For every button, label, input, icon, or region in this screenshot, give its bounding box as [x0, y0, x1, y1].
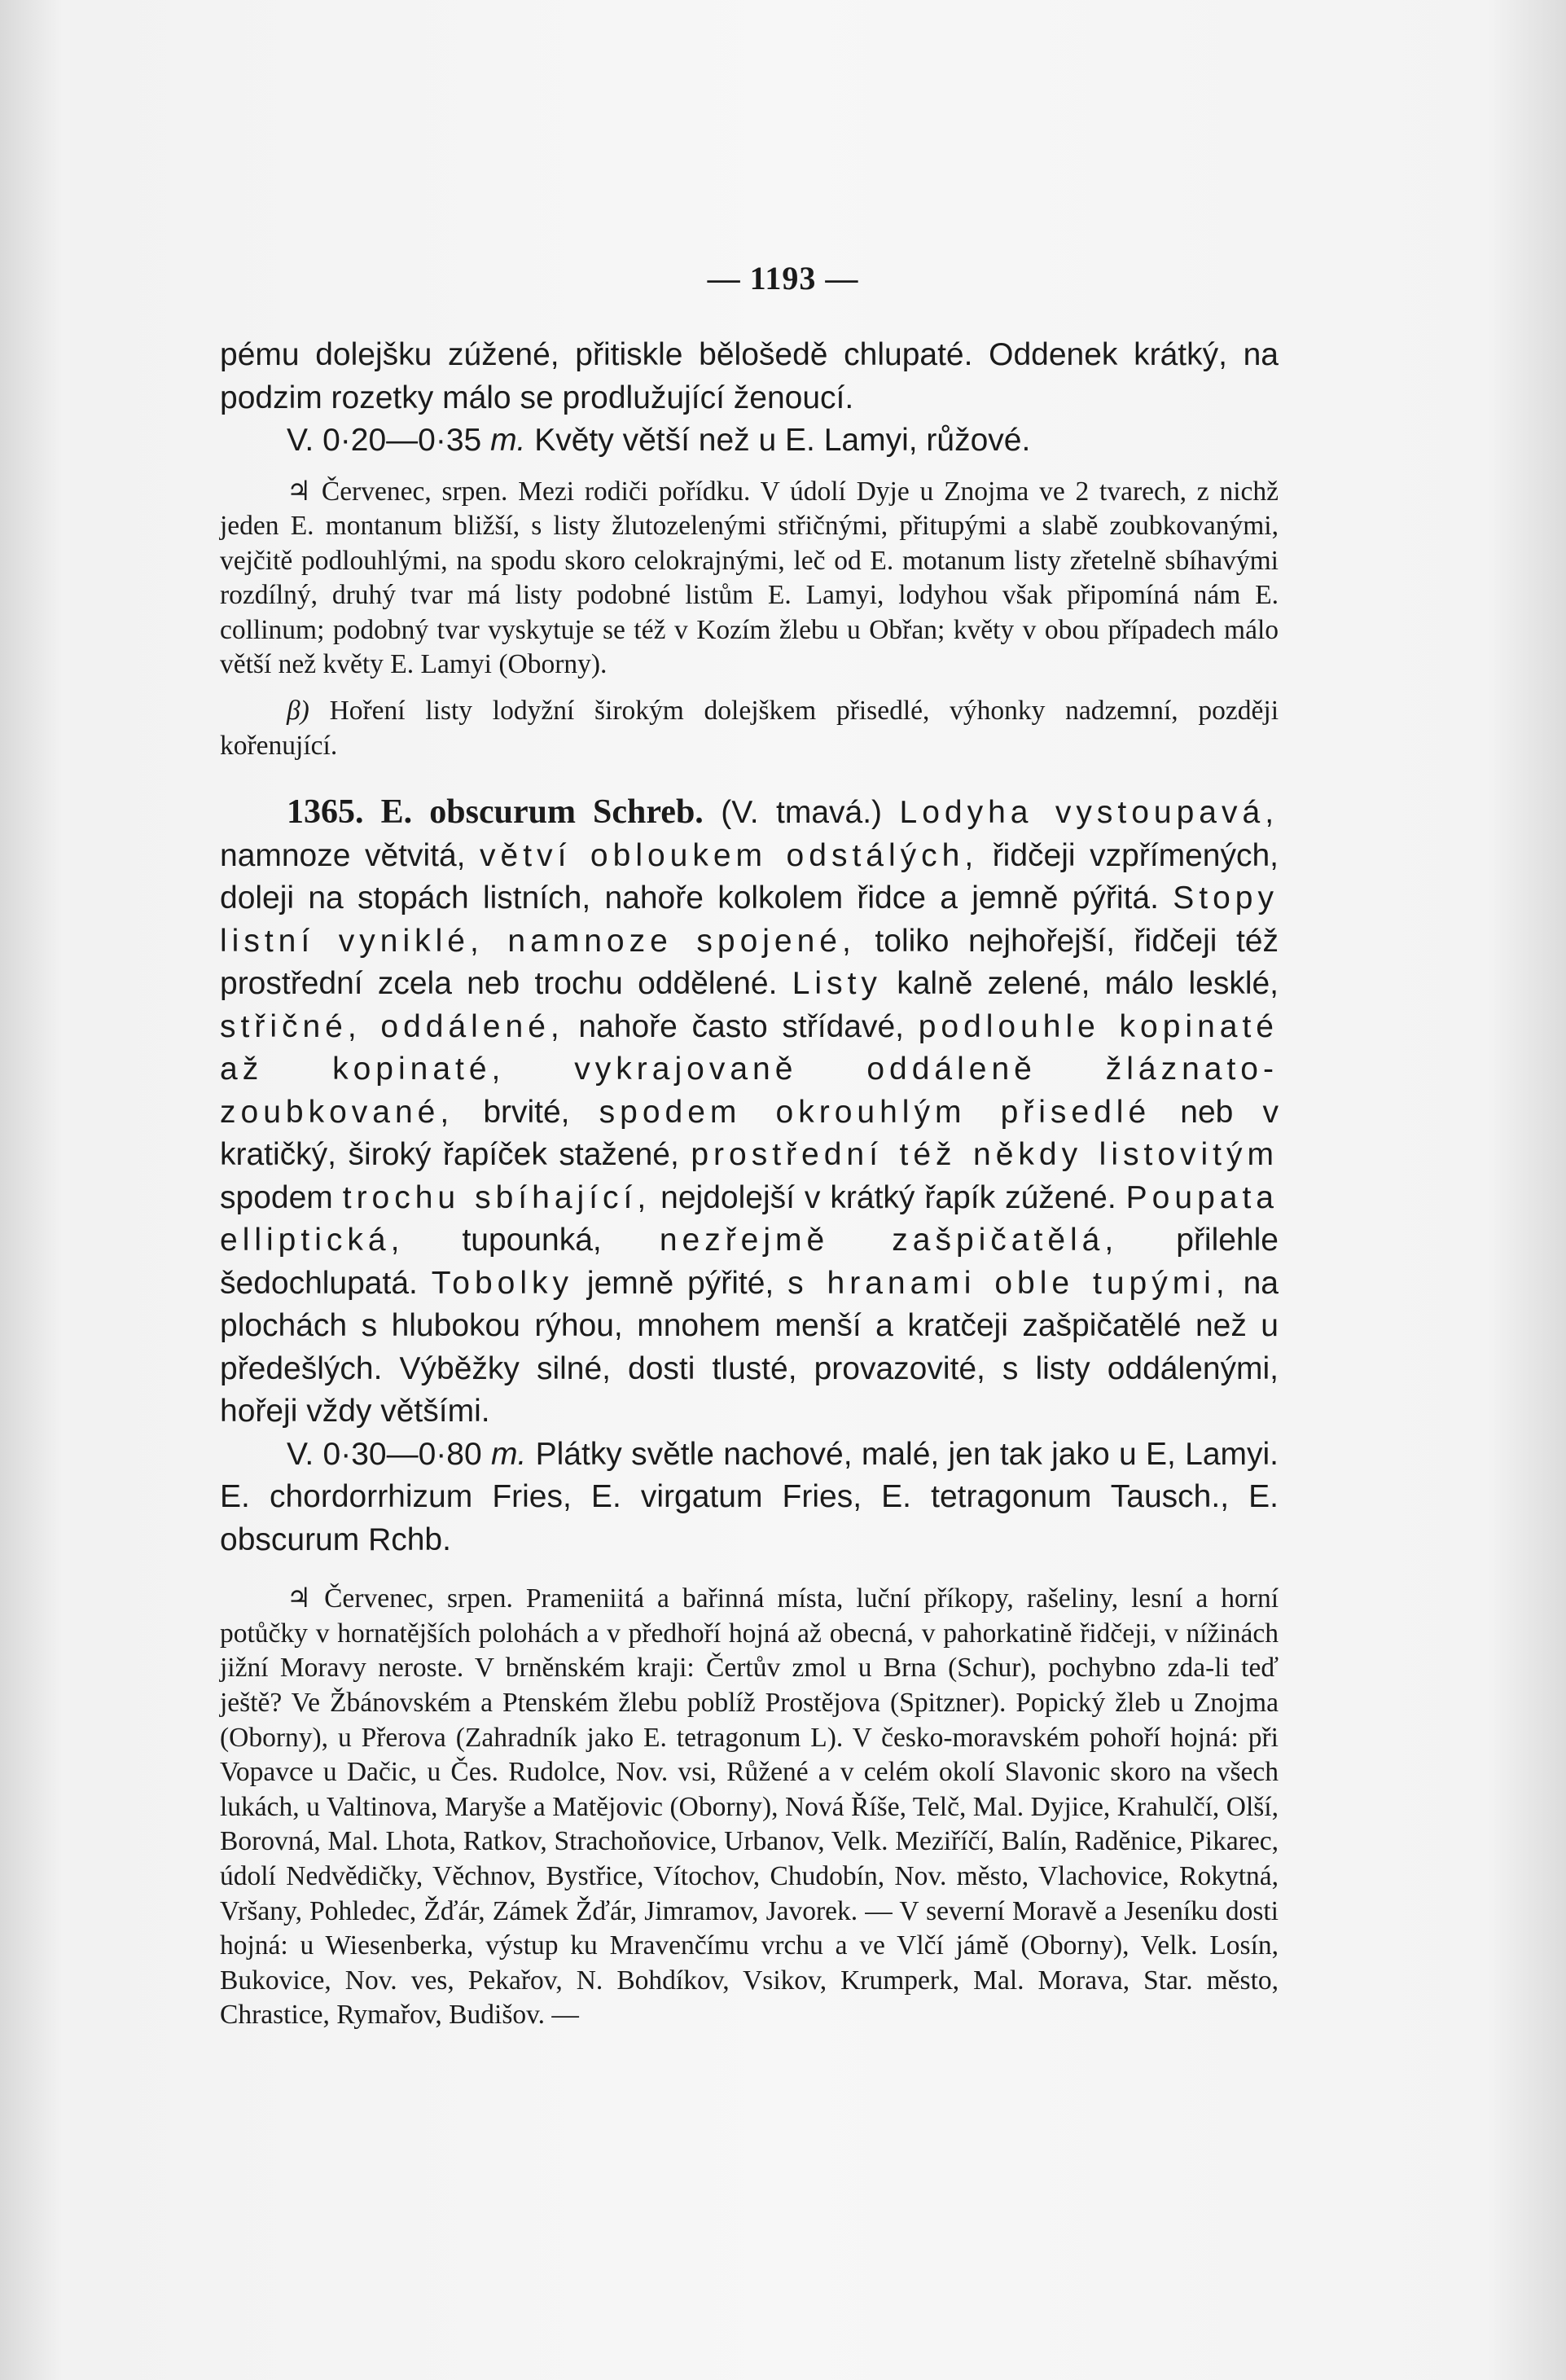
perennial-symbol: ♃	[287, 474, 312, 507]
variety-symbol: β)	[287, 696, 309, 727]
size-description: Květy větší než u E. Lamyi, růžové.	[534, 423, 1031, 458]
distribution-text: Červenec, srpen. Prameniitá a bařinná místa, luční příkopy, rašeliny, lesní a horní potůčky v hornatějších polohách a v předhoří hojná až obecná, v pahorkatině řidčeji, v nížinách jižní Moravy neroste. V brněnském kraji: Čertův zmol u Brna (Schur), pochybno zda-li teď ještě? Ve Žbánovském a Ptenském žlebu poblíž Prostějova (Spitzner). Popický žleb u Znojma (Oborny), u Přerova (Zahradník jako E. tetragonum L). V česko-moravském pohoří hojná: při Vopavce u Dačic, u Čes. Rudolce, Nov. vsi, Růžené a v celém okolí Slavonic skoro na všech lukách, u Valtinova, Maryše a Matějovic (Oborny), Nová Říše, Telč, Mal. Dyjice, Krahulčí, Olší, Borovná, Mal. Lhota, Ratkov, Strachoňovice, Urbanov, Velk. Meziříčí, Balín, Raděnice, Pikarec, údolí Nedvědičky, Věchnov, Bystřice, Vítochov, Chudobín, Nov. město, Vlachovice, Rokytná, Vršany, Pohledec, Žďár, Zámek Žďár, Jimramov, Javorek. — V severní Moravě a Jeseníku dosti hojná: u Wiesenberka, výstup ku Mravenčímu vrchu a ve Vlčí jámě (Oborny), Velk. Losín, Bukovice, Nov. ves, Pekařov, N. Bohdíkov, Vsikov, Krumperk, Mal. Morava, Star. město, Chrastice, Rymařov, Budišov. —	[220, 1583, 1279, 2031]
paragraph-habitat-hybrid	[220, 474, 1279, 683]
size-unit: m.	[490, 423, 526, 458]
habitat-hybrid-text: Červenec, srpen. Mezi rodiči pořídku. V údolí Dyje u Znojma ve 2 tvarech, z nichž jeden E. montanum bližší, s listy žlutozelenými střičnými, přitupými a slabě zoubkovanými, vejčitě podlouhlými, na spodu skoro celokrajnými, leč od E. motanum listy zřetelně sbíhavými rozdílný, druhý tvar má listy podobné listům E. Lamyi, lodyhou však připomíná nám E. collinum; podobný tvar vyskytuje se též v Kozím žlebu u Obřan; květy v obou případech málo větší než květy E. Lamyi (Oborny).	[220, 476, 1279, 680]
species-description: 1365. E. obscurum Schreb. (V. tmavá.) Lodyha vystoupavá, namnoze větvitá, větví obloukem odstálých, řidčeji vzpřímených, doleji na stopách listních, nahoře kolkolem řidce a jemně pýřitá. Stopy listní vyniklé, namnoze spojené, toliko nejhořejší, řidčeji též prostřední zcela neb trochu oddělené. Listy kalně zelené, málo lesklé, střičné, oddálené, nahoře často střídavé, podlouhle kopinaté až kopinaté, vykrajovaně oddáleně žláznato-zoubkované, brvité, spodem okrouhlým přisedlé neb v kratičký, široký řapíček stažené, prostřední též někdy listovitým spodem trochu sbíhající, nejdolejší v krátký řapík zúžené. Poupata elliptická, tupounká, nezřejmě zašpičatělá, přilehle šedochlupatá. Tobolky jemně pýřité, s hranami oble tupými, na plochách s hlubokou rýhou, mnohem menší a kratčeji zašpičatělé než u předešlých. Výběžky silné, dosti tlusté, provazovité, s listy oddálenými, hořeji vždy většími.	[220, 793, 1279, 1429]
paragraph-size-flowers	[220, 1434, 1279, 1562]
size-range: V. 0·20—0·35	[287, 423, 482, 458]
size-unit: m.	[490, 1436, 527, 1472]
size-description: Plátky světle nachové, malé, jen tak jako u E, Lamyi. E. chordorrhizum Fries, E. virgatum Fries, E. tetragonum Tausch., E. obscurum Rchb.	[220, 1436, 1279, 1557]
paragraph-size	[220, 419, 1279, 463]
variety-text: Hoření listy lodyžní širokým dolejškem přisedlé, výhonky nadzemní, později kořenující.	[220, 696, 1279, 761]
paragraph-distribution	[220, 1581, 1279, 2033]
paragraph-continuation: pému dolejšku zúžené, přitiskle bělošedě chlupaté. Oddenek krátký, na podzim rozetky málo se prodlužující ženoucí.	[220, 337, 1279, 415]
species-heading: 1365. E. obscurum Schreb.	[287, 793, 704, 832]
text-body	[220, 334, 1279, 2033]
size-range: V. 0·30—0·80	[287, 1436, 482, 1472]
perennial-symbol: ♃	[287, 1582, 312, 1614]
page-number: — 1193 —	[707, 260, 859, 296]
paragraph-variety-beta	[220, 694, 1279, 763]
